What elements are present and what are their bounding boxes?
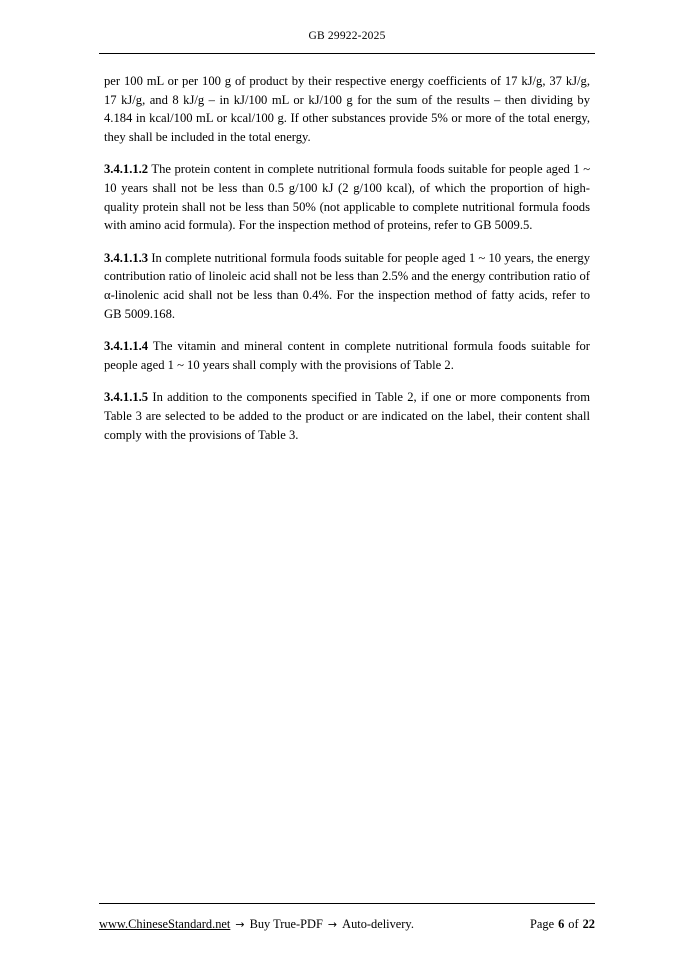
- page-of-label: of: [568, 916, 579, 931]
- paragraph-text: The vitamin and mineral content in complete nutritional formula foods suitable for people aged 1 ~ 10 years shall comply with the provisions of Table 2.: [104, 339, 590, 372]
- footer-promo: [99, 917, 414, 932]
- header-divider: [99, 53, 595, 54]
- arrow-right-icon-2: →: [327, 917, 338, 931]
- footer-delivery-label: Auto-delivery.: [342, 916, 414, 931]
- page-footer: [99, 913, 595, 935]
- clause-number: 3.4.1.1.2: [104, 162, 149, 177]
- footer-pagination: [530, 917, 595, 932]
- document-body: [104, 72, 590, 444]
- page-total: 22: [582, 916, 595, 931]
- paragraph-3-4-1-1-5: [104, 388, 590, 444]
- paragraph-3-4-1-1-4: [104, 337, 590, 374]
- footer-site-link[interactable]: www.ChineseStandard.net: [99, 916, 231, 931]
- paragraph-text: In addition to the components specified in Table 2, if one or more components from Table 3 are selected to be added to the product or are indicated on the label, their content shall comply with the provisions of Table 3.: [104, 390, 590, 442]
- clause-number: 3.4.1.1.3: [104, 250, 149, 265]
- footer-offer-label[interactable]: Buy True-PDF: [249, 916, 323, 931]
- header-standard-number: GB 29922-2025: [308, 30, 386, 42]
- clause-number: 3.4.1.1.4: [104, 339, 149, 354]
- page-header: [99, 30, 595, 42]
- paragraph-text: In complete nutritional formula foods suitable for people aged 1 ~ 10 years, the energy contribution ratio of linoleic acid shall not be less than 2.5% and the energy contribution ratio of α-linolenic acid shall not be less than 0.4%. For the inspection method of fatty acids, refer to GB 5009.168.: [104, 250, 590, 321]
- arrow-right-icon: →: [235, 917, 245, 931]
- page-number: 6: [558, 916, 565, 931]
- paragraph-text: The protein content in complete nutritional formula foods suitable for people aged 1 ~ 10 years shall not be less than 0.5 g/100 kJ (2 g/100 kcal), of which the proportion of high-quality protein shall not be less than 50% (not applicable to complete nutritional formula foods with amino acid formula). For the inspection method of proteins, refer to GB 5009.5.: [104, 162, 591, 233]
- paragraph-energy-coefficients: [104, 72, 590, 146]
- clause-number: 3.4.1.1.5: [104, 390, 149, 405]
- paragraph-3-4-1-1-2: [104, 160, 590, 234]
- footer-divider: [99, 903, 595, 904]
- page-label: Page: [529, 916, 555, 931]
- paragraph-text: per 100 mL or per 100 g of product by their respective energy coefficients of 17 kJ/g, 37 kJ/g, 17 kJ/g, and 8 kJ/g – in kJ/100 mL or kJ/100 g for the sum of the results – then dividing by 4.184 in kcal/100 mL or kcal/100 g. If other substances provide 5% or more of the total energy, they shall be included in the total energy.: [104, 74, 590, 144]
- paragraph-3-4-1-1-3: [104, 249, 590, 323]
